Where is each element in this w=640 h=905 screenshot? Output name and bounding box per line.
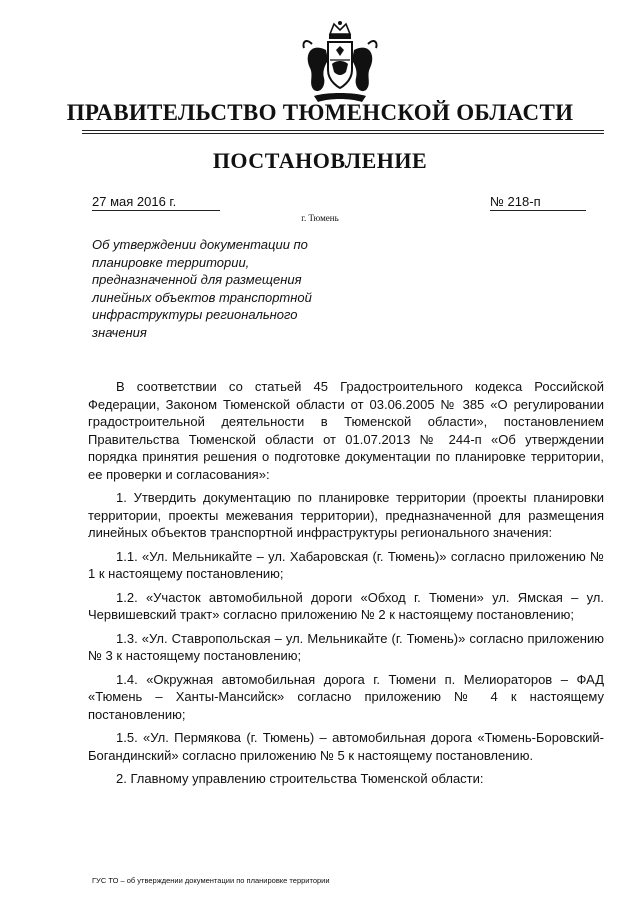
body-paragraph: 1.1. «Ул. Мельникайте – ул. Хабаровская (г. Тюмень)» согласно приложению № 1 к настоящему постановлению; <box>88 548 604 581</box>
tyumen-coat-of-arms-icon <box>296 20 384 106</box>
document-number: № 218-п <box>490 194 586 211</box>
organization-title: ПРАВИТЕЛЬСТВО ТЮМЕНСКОЙ ОБЛАСТИ <box>66 100 574 125</box>
body-paragraph: 2. Главному управлению строительства Тюменской области: <box>116 771 484 786</box>
body-paragraph: В соответствии со статьей 45 Градостроительного кодекса Российской Федерации, Законом Тюменской области от 03.06.2005 № 385 «О регулировании градостроительной деятельности в Тюменской области», постановлением Правительства Тюменской области от 01.07.2013 № 244-п «Об утверждении порядка принятия решения о подготовке документации по планировке территории, ее проверки и согласования»: <box>88 379 604 482</box>
body-paragraph: 1. Утвердить документацию по планировке территории (проекты планировки территории, проекты межевания территории), предназначенной для размещения линейных объектов транспортной инфраструктуры регионального значения: <box>88 490 604 540</box>
body-paragraph: 1.3. «Ул. Ставропольская – ул. Мельникайте (г. Тюмень)» согласно приложению № 3 к настоящему постановлению; <box>88 630 604 663</box>
body-paragraph: 1.5. «Ул. Пермякова (г. Тюмень) – автомобильная дорога «Тюмень-Боровский-Богандинский» согласно приложению № 5 к настоящему постановлению. <box>88 730 604 763</box>
page-footer: ГУС ТО – об утверждении документации по планировке территории <box>92 876 330 885</box>
document-city: г. Тюмень <box>301 213 339 223</box>
document-body <box>88 378 604 794</box>
body-paragraph: 1.2. «Участок автомобильной дороги «Обход г. Тюмени» ул. Ямская – ул. Червишевский тракт» согласно приложению № 2 к настоящему постановлению; <box>88 589 604 622</box>
document-date: 27 мая 2016 г. <box>92 194 220 211</box>
header-rule <box>82 130 604 131</box>
header-rule <box>82 133 604 134</box>
body-paragraph: 1.4. «Окружная автомобильная дорога г. Тюмени п. Мелиораторов – ФАД «Тюмень – Ханты-Мансийск» согласно приложению № 4 к настоящему постановлению; <box>88 671 604 722</box>
document-subject: Об утверждении документации по планировке территории, предназначенной для размещения линейных объектов транспортной инфраструктуры регионального значения <box>92 237 312 340</box>
document-type-title: ПОСТАНОВЛЕНИЕ <box>212 148 428 173</box>
